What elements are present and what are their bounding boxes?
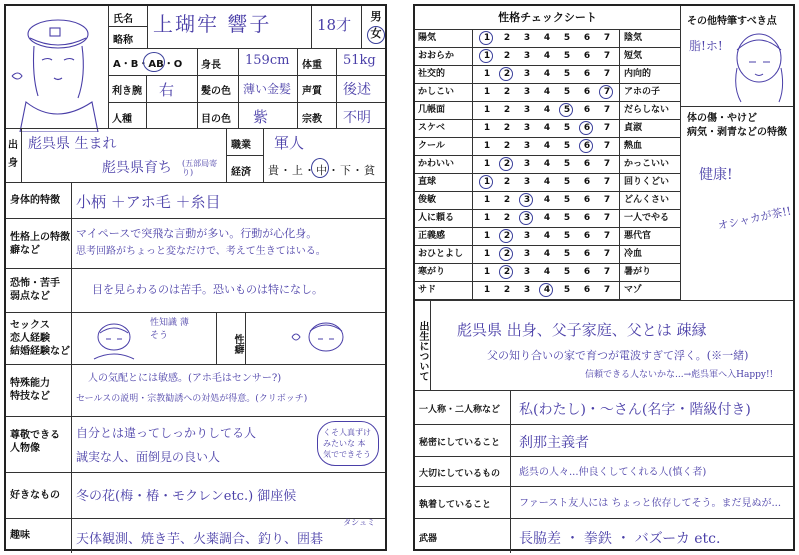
trait-selected-mark: [499, 229, 513, 243]
birth-line1: 彪呉県 生まれ: [28, 136, 117, 152]
trait-scale-number: 7: [603, 123, 611, 133]
trait-row: [415, 228, 680, 246]
trait-scale-number: 3: [523, 105, 531, 115]
trait-scale-number: 3: [523, 33, 531, 43]
trait-row: [415, 66, 680, 84]
personality-line2: 思考回路がちょっと変なだけで、考えて生きてはいる。: [76, 246, 326, 257]
trait-left-label: 俊敏: [415, 192, 473, 209]
ability-line1: 人の気配とには敏感。(アホ毛はセンサー?): [88, 373, 282, 384]
trait-scale-number: 2: [503, 267, 511, 277]
detail-row: [415, 518, 793, 553]
trait-scale-number: 1: [483, 231, 491, 241]
trait-scale-number: 3: [523, 87, 531, 97]
sex-row: [6, 312, 385, 364]
trait-right-label: アホの子: [619, 84, 680, 101]
trait-scale-number: 4: [543, 285, 551, 295]
trait-row: [415, 192, 680, 210]
detail-row-value: 彪呉の人々...仲良くしてくれる人(慎く者): [519, 467, 707, 478]
likes-row: [6, 472, 385, 518]
job-value: 軍人: [274, 134, 305, 152]
trait-scale-number: 1: [483, 249, 491, 259]
trait-selected-mark: [539, 283, 553, 297]
trait-right-label: 陰気: [619, 30, 680, 47]
detail-rows: [415, 390, 793, 553]
trait-scale-number: 7: [603, 33, 611, 43]
hobby-row: [6, 518, 385, 553]
trait-scale-number: 1: [483, 123, 491, 133]
trait-selected-mark: [599, 85, 613, 99]
voice-value: 後述: [343, 82, 371, 98]
blood-options: A・B・AB・O: [113, 59, 183, 70]
trait-row: [415, 210, 680, 228]
respect-line2: 誠実な人、面倒見の良い人: [76, 450, 221, 464]
trait-scale-number: 5: [563, 87, 571, 97]
trait-scale-number: 4: [543, 249, 551, 259]
trait-right-label: マゾ: [619, 282, 680, 299]
trait-scale-number: 6: [583, 231, 591, 241]
trait-right-label: 悪代官: [619, 228, 680, 245]
trait-right-label: かっこいい: [619, 156, 680, 173]
trait-scale-number: 2: [503, 69, 511, 79]
detail-row-label: 一人称・二人称など: [415, 391, 511, 424]
trait-scale-number: 5: [563, 285, 571, 295]
trait-selected-mark: [479, 175, 493, 189]
trait-left-label: かわいい: [415, 156, 473, 173]
height-label: 身長: [197, 49, 239, 75]
age-value: 18才: [317, 16, 352, 34]
trait-selected-mark: [579, 139, 593, 153]
trait-scale-number: 7: [603, 69, 611, 79]
trait-left-label: 正義感: [415, 228, 473, 245]
hobby-value: 天体観測、焼き芋、火薬調合、釣り、囲碁: [76, 532, 324, 547]
trait-left-label: 寒がり: [415, 264, 473, 281]
trait-scale-number: 3: [523, 141, 531, 151]
trait-left-label: 社交的: [415, 66, 473, 83]
fear-label: 恐怖・苦手 弱点など: [6, 269, 72, 312]
trait-scale-number: 4: [543, 33, 551, 43]
trait-scale-number: 6: [583, 267, 591, 277]
trait-table: [415, 30, 681, 300]
trait-scale-number: 7: [603, 249, 611, 259]
trait-right-label: 冷血: [619, 246, 680, 263]
detail-row-label: 秘密にしていること: [415, 425, 511, 456]
trait-scale-number: 2: [503, 249, 511, 259]
trait-scale-number: 6: [583, 159, 591, 169]
profile-sheet-left: [4, 4, 387, 551]
trait-scale-number: 1: [483, 177, 491, 187]
trait-scale-number: 3: [523, 231, 531, 241]
trait-scale-number: 1: [483, 141, 491, 151]
trait-scale-number: 3: [523, 123, 531, 133]
trait-scale-number: 6: [583, 213, 591, 223]
trait-selected-mark: [499, 67, 513, 81]
trait-scale-number: 1: [483, 195, 491, 205]
birth-note: (五部局寄り): [182, 159, 218, 177]
trait-scale-number: 2: [503, 195, 511, 205]
trait-selected-mark: [499, 247, 513, 261]
trait-right-label: どんくさい: [619, 192, 680, 209]
trait-left-label: サド: [415, 282, 473, 299]
trait-scale-number: 7: [603, 87, 611, 97]
trait-scale-number: 2: [503, 51, 511, 61]
trait-scale-number: 7: [603, 285, 611, 295]
trait-right-label: だらしない: [619, 102, 680, 119]
personality-label: 性格上の特徴 癖など: [6, 219, 72, 268]
trait-scale-number: 7: [603, 177, 611, 187]
economy-label: 経済: [226, 156, 264, 183]
religion-label: 宗教: [297, 103, 337, 129]
trait-scale-number: 4: [543, 267, 551, 277]
race-label: 人種: [109, 103, 147, 129]
trait-left-label: おひとよし: [415, 246, 473, 263]
trait-scale-number: 4: [543, 195, 551, 205]
name-label: 氏名: [109, 6, 148, 27]
trait-scale-number: 5: [563, 69, 571, 79]
trait-scale-number: 1: [483, 87, 491, 97]
trait-scale-number: 7: [603, 141, 611, 151]
trait-scale-number: 3: [523, 285, 531, 295]
gender-selected-mark: [367, 26, 385, 44]
job-label: 職業: [226, 129, 264, 156]
respect-row: [6, 416, 385, 472]
personality-line1: マイペースで突飛な言動が多い。行動が心化身。: [76, 227, 318, 240]
birth-detail-1: 彪呉県 出身、父子家庭、父とは 疎縁: [457, 321, 707, 339]
birth-detail-3: 信頼できる人ないかな...→彪呉軍へ入Happy!!: [585, 370, 774, 380]
trait-left-label: 陽気: [415, 30, 473, 47]
detail-row-label: 執着していること: [415, 487, 511, 518]
trait-left-label: クール: [415, 138, 473, 155]
trait-scale-number: 2: [503, 87, 511, 97]
trait-left-label: スケベ: [415, 120, 473, 137]
birth-detail-2: 父の知り合いの家で育つが電波すぎて浮く。(※一緒): [487, 349, 749, 362]
body-value: 小柄 ＋アホ毛 ＋糸目: [76, 193, 221, 211]
chibi-sketch-right: [288, 317, 358, 361]
voice-label: 声質: [297, 75, 337, 102]
trait-selected-mark: [579, 121, 593, 135]
sex-label: セックス 恋人経験 結婚経験など: [6, 313, 72, 364]
trait-scale-number: 4: [543, 105, 551, 115]
trait-scale-number: 7: [603, 213, 611, 223]
trait-right-label: 暑がり: [619, 264, 680, 281]
weight-label: 体重: [297, 49, 337, 75]
trait-row: [415, 102, 680, 120]
economy-selected-mark: [311, 158, 329, 178]
trait-scale-number: 2: [503, 177, 511, 187]
trait-scale-number: 4: [543, 69, 551, 79]
hobby-label: 趣味: [6, 519, 72, 553]
trait-scale-number: 6: [583, 141, 591, 151]
trait-scale-number: 2: [503, 105, 511, 115]
detail-row-value: 刹那主義者: [519, 435, 589, 451]
detail-row: [415, 456, 793, 486]
trait-right-label: 回りくどい: [619, 174, 680, 191]
respect-label: 尊敬できる 人物像: [6, 417, 72, 472]
religion-value: 不明: [343, 110, 371, 126]
trait-scale-number: 2: [503, 141, 511, 151]
sex-note: 性知識 薄そう: [150, 318, 189, 341]
trait-scale-number: 7: [603, 195, 611, 205]
birth-label: 出 身: [6, 129, 22, 182]
trait-scale-number: 3: [523, 267, 531, 277]
trait-row: [415, 48, 680, 66]
trait-scale-number: 5: [563, 195, 571, 205]
trait-row: [415, 30, 680, 48]
trait-scale-number: 1: [483, 105, 491, 115]
trait-scale-number: 6: [583, 69, 591, 79]
character-portrait-sketch: [6, 6, 108, 132]
eye-value: 紫: [253, 108, 269, 126]
trait-scale-number: 7: [603, 51, 611, 61]
other-note: 脂!ホ!: [689, 39, 723, 53]
likes-label: 好きなもの: [6, 473, 72, 518]
trait-scale-number: 3: [523, 69, 531, 79]
trait-scale-number: 3: [523, 159, 531, 169]
trait-scale-number: 3: [523, 213, 531, 223]
trait-scale-number: 5: [563, 231, 571, 241]
birth-row: [6, 128, 385, 182]
trait-row: [415, 264, 680, 282]
trait-selected-mark: [499, 265, 513, 279]
trait-row: [415, 138, 680, 156]
trait-scale-number: 7: [603, 105, 611, 115]
detail-row-value: 長脇差 ・ 拳鉄 ・ バズーカ etc.: [519, 530, 721, 547]
trait-left-label: 几帳面: [415, 102, 473, 119]
handed-value: 右: [159, 81, 175, 99]
profile-sheet-right: [413, 4, 795, 551]
other-title: その他特筆すべき点: [687, 16, 777, 27]
trait-selected-mark: [519, 211, 533, 225]
birth-section: [415, 300, 793, 391]
body-label: 身体的特徴: [6, 183, 72, 218]
respect-note: くそ人真ずけみたいな 本気でできそう: [317, 421, 379, 466]
check-sheet-title: 性格チェックシート: [415, 6, 681, 30]
trait-scale-number: 5: [563, 267, 571, 277]
trait-scale-number: 7: [603, 267, 611, 277]
trait-scale-number: 6: [583, 33, 591, 43]
trait-left-label: かしこい: [415, 84, 473, 101]
eye-label: 目の色: [197, 103, 239, 129]
trait-selected-mark: [499, 157, 513, 171]
trait-scale-number: 6: [583, 87, 591, 97]
trait-scale-number: 4: [543, 177, 551, 187]
trait-scale-number: 2: [503, 231, 511, 241]
trait-scale-number: 3: [523, 249, 531, 259]
trait-scale-number: 1: [483, 267, 491, 277]
trait-selected-mark: [519, 193, 533, 207]
ability-row: [6, 364, 385, 416]
likes-value: 冬の花(梅・椿・モクレンetc.) 御座候: [76, 489, 297, 504]
habit-label: 性癖: [216, 313, 246, 364]
detail-row-label: 大切にしているもの: [415, 457, 511, 486]
trait-scale-number: 4: [543, 123, 551, 133]
economy-scale: 貴・上・中・下・貧: [268, 164, 376, 177]
trait-scale-number: 2: [503, 159, 511, 169]
blood-selected-mark: [143, 52, 165, 72]
trait-left-label: おおらか: [415, 48, 473, 65]
trait-selected-mark: [479, 49, 493, 63]
handed-label: 利き腕: [109, 75, 147, 102]
detail-row-label: 武器: [415, 519, 511, 553]
birth-section-label: 出生について: [415, 301, 431, 391]
trait-scale-number: 5: [563, 213, 571, 223]
trait-scale-number: 1: [483, 69, 491, 79]
trait-scale-number: 4: [543, 87, 551, 97]
trait-scale-number: 1: [483, 33, 491, 43]
trait-scale-number: 3: [523, 51, 531, 61]
trait-scale-number: 5: [563, 249, 571, 259]
trait-right-label: 短気: [619, 48, 680, 65]
ability-label: 特殊能力 特技など: [6, 365, 72, 416]
hair-value: 薄い金髪: [243, 82, 292, 96]
trait-scale-number: 4: [543, 141, 551, 151]
trait-scale-number: 4: [543, 231, 551, 241]
trait-scale-number: 6: [583, 177, 591, 187]
basic-info-grid: [108, 6, 385, 102]
trait-scale-number: 1: [483, 51, 491, 61]
trait-scale-number: 7: [603, 231, 611, 241]
personality-row: [6, 218, 385, 268]
trait-row: [415, 156, 680, 174]
trait-scale-number: 4: [543, 159, 551, 169]
trait-scale-number: 1: [483, 159, 491, 169]
trait-scale-number: 5: [563, 33, 571, 43]
trait-right-label: 貞淑: [619, 120, 680, 137]
trait-scale-number: 6: [583, 105, 591, 115]
trait-scale-number: 2: [503, 123, 511, 133]
trait-scale-number: 7: [603, 159, 611, 169]
trait-row: [415, 246, 680, 264]
trait-row: [415, 120, 680, 138]
trait-scale-number: 2: [503, 213, 511, 223]
chibi-sketch-left: [84, 319, 144, 361]
detail-row: [415, 390, 793, 424]
gender-options: 男 女: [361, 6, 390, 48]
trait-scale-number: 4: [543, 51, 551, 61]
body-row: [6, 182, 385, 218]
trait-scale-number: 6: [583, 285, 591, 295]
trait-scale-number: 1: [483, 213, 491, 223]
trait-right-label: 内向的: [619, 66, 680, 83]
trait-row: [415, 84, 680, 102]
trait-scale-number: 3: [523, 177, 531, 187]
health-value: 健康!: [699, 167, 733, 183]
trait-scale-number: 2: [503, 285, 511, 295]
trait-scale-number: 6: [583, 195, 591, 205]
trait-row: [415, 174, 680, 192]
trait-scale-number: 5: [563, 159, 571, 169]
fear-value: 目を見らわるのは苦手。恐いものは特になし。: [92, 283, 323, 296]
detail-row: [415, 486, 793, 518]
trait-scale-number: 6: [583, 123, 591, 133]
trait-scale-number: 6: [583, 51, 591, 61]
weight-value: 51kg: [343, 53, 376, 68]
ruby-label: 略称: [109, 26, 148, 49]
name-value: 上瑚牢 響子: [153, 12, 272, 36]
detail-row-value: 私(わたし)・〜さん(名字・階級付き): [519, 402, 751, 418]
health-label: 体の傷・やけど 病気・剥青などの特徴: [687, 113, 787, 138]
health-note: オシャカが茶!!: [716, 204, 793, 233]
trait-scale-number: 5: [563, 51, 571, 61]
trait-scale-number: 3: [523, 195, 531, 205]
trait-scale-number: 2: [503, 33, 511, 43]
trait-row: [415, 282, 680, 300]
hobby-note: タシュミ: [343, 518, 375, 527]
trait-scale-number: 5: [563, 123, 571, 133]
trait-selected-mark: [479, 31, 493, 45]
trait-scale-number: 6: [583, 249, 591, 259]
trait-scale-number: 5: [563, 177, 571, 187]
trait-selected-mark: [559, 103, 573, 117]
trait-right-label: 熱血: [619, 138, 680, 155]
character-face-sketch: [723, 28, 793, 104]
birth-line2: 彪呉県育ち: [102, 160, 172, 176]
trait-left-label: 人に頼る: [415, 210, 473, 227]
detail-row-value: ファースト友人には ちょっと依存してそう。まだ見ぬが...: [519, 498, 782, 509]
detail-row: [415, 424, 793, 456]
fear-row: [6, 268, 385, 312]
trait-scale-number: 5: [563, 141, 571, 151]
respect-line1: 自分とは違ってしっかりしてる人: [76, 426, 257, 440]
trait-scale-number: 1: [483, 285, 491, 295]
trait-scale-number: 4: [543, 213, 551, 223]
trait-left-label: 直球: [415, 174, 473, 191]
trait-scale-number: 5: [563, 105, 571, 115]
trait-right-label: 一人でやる: [619, 210, 680, 227]
hair-label: 髪の色: [197, 75, 239, 102]
height-value: 159cm: [245, 53, 290, 68]
ability-line2: セールスの説明・宗教勧誘への対処が得意。(クリボッチ): [76, 394, 308, 404]
